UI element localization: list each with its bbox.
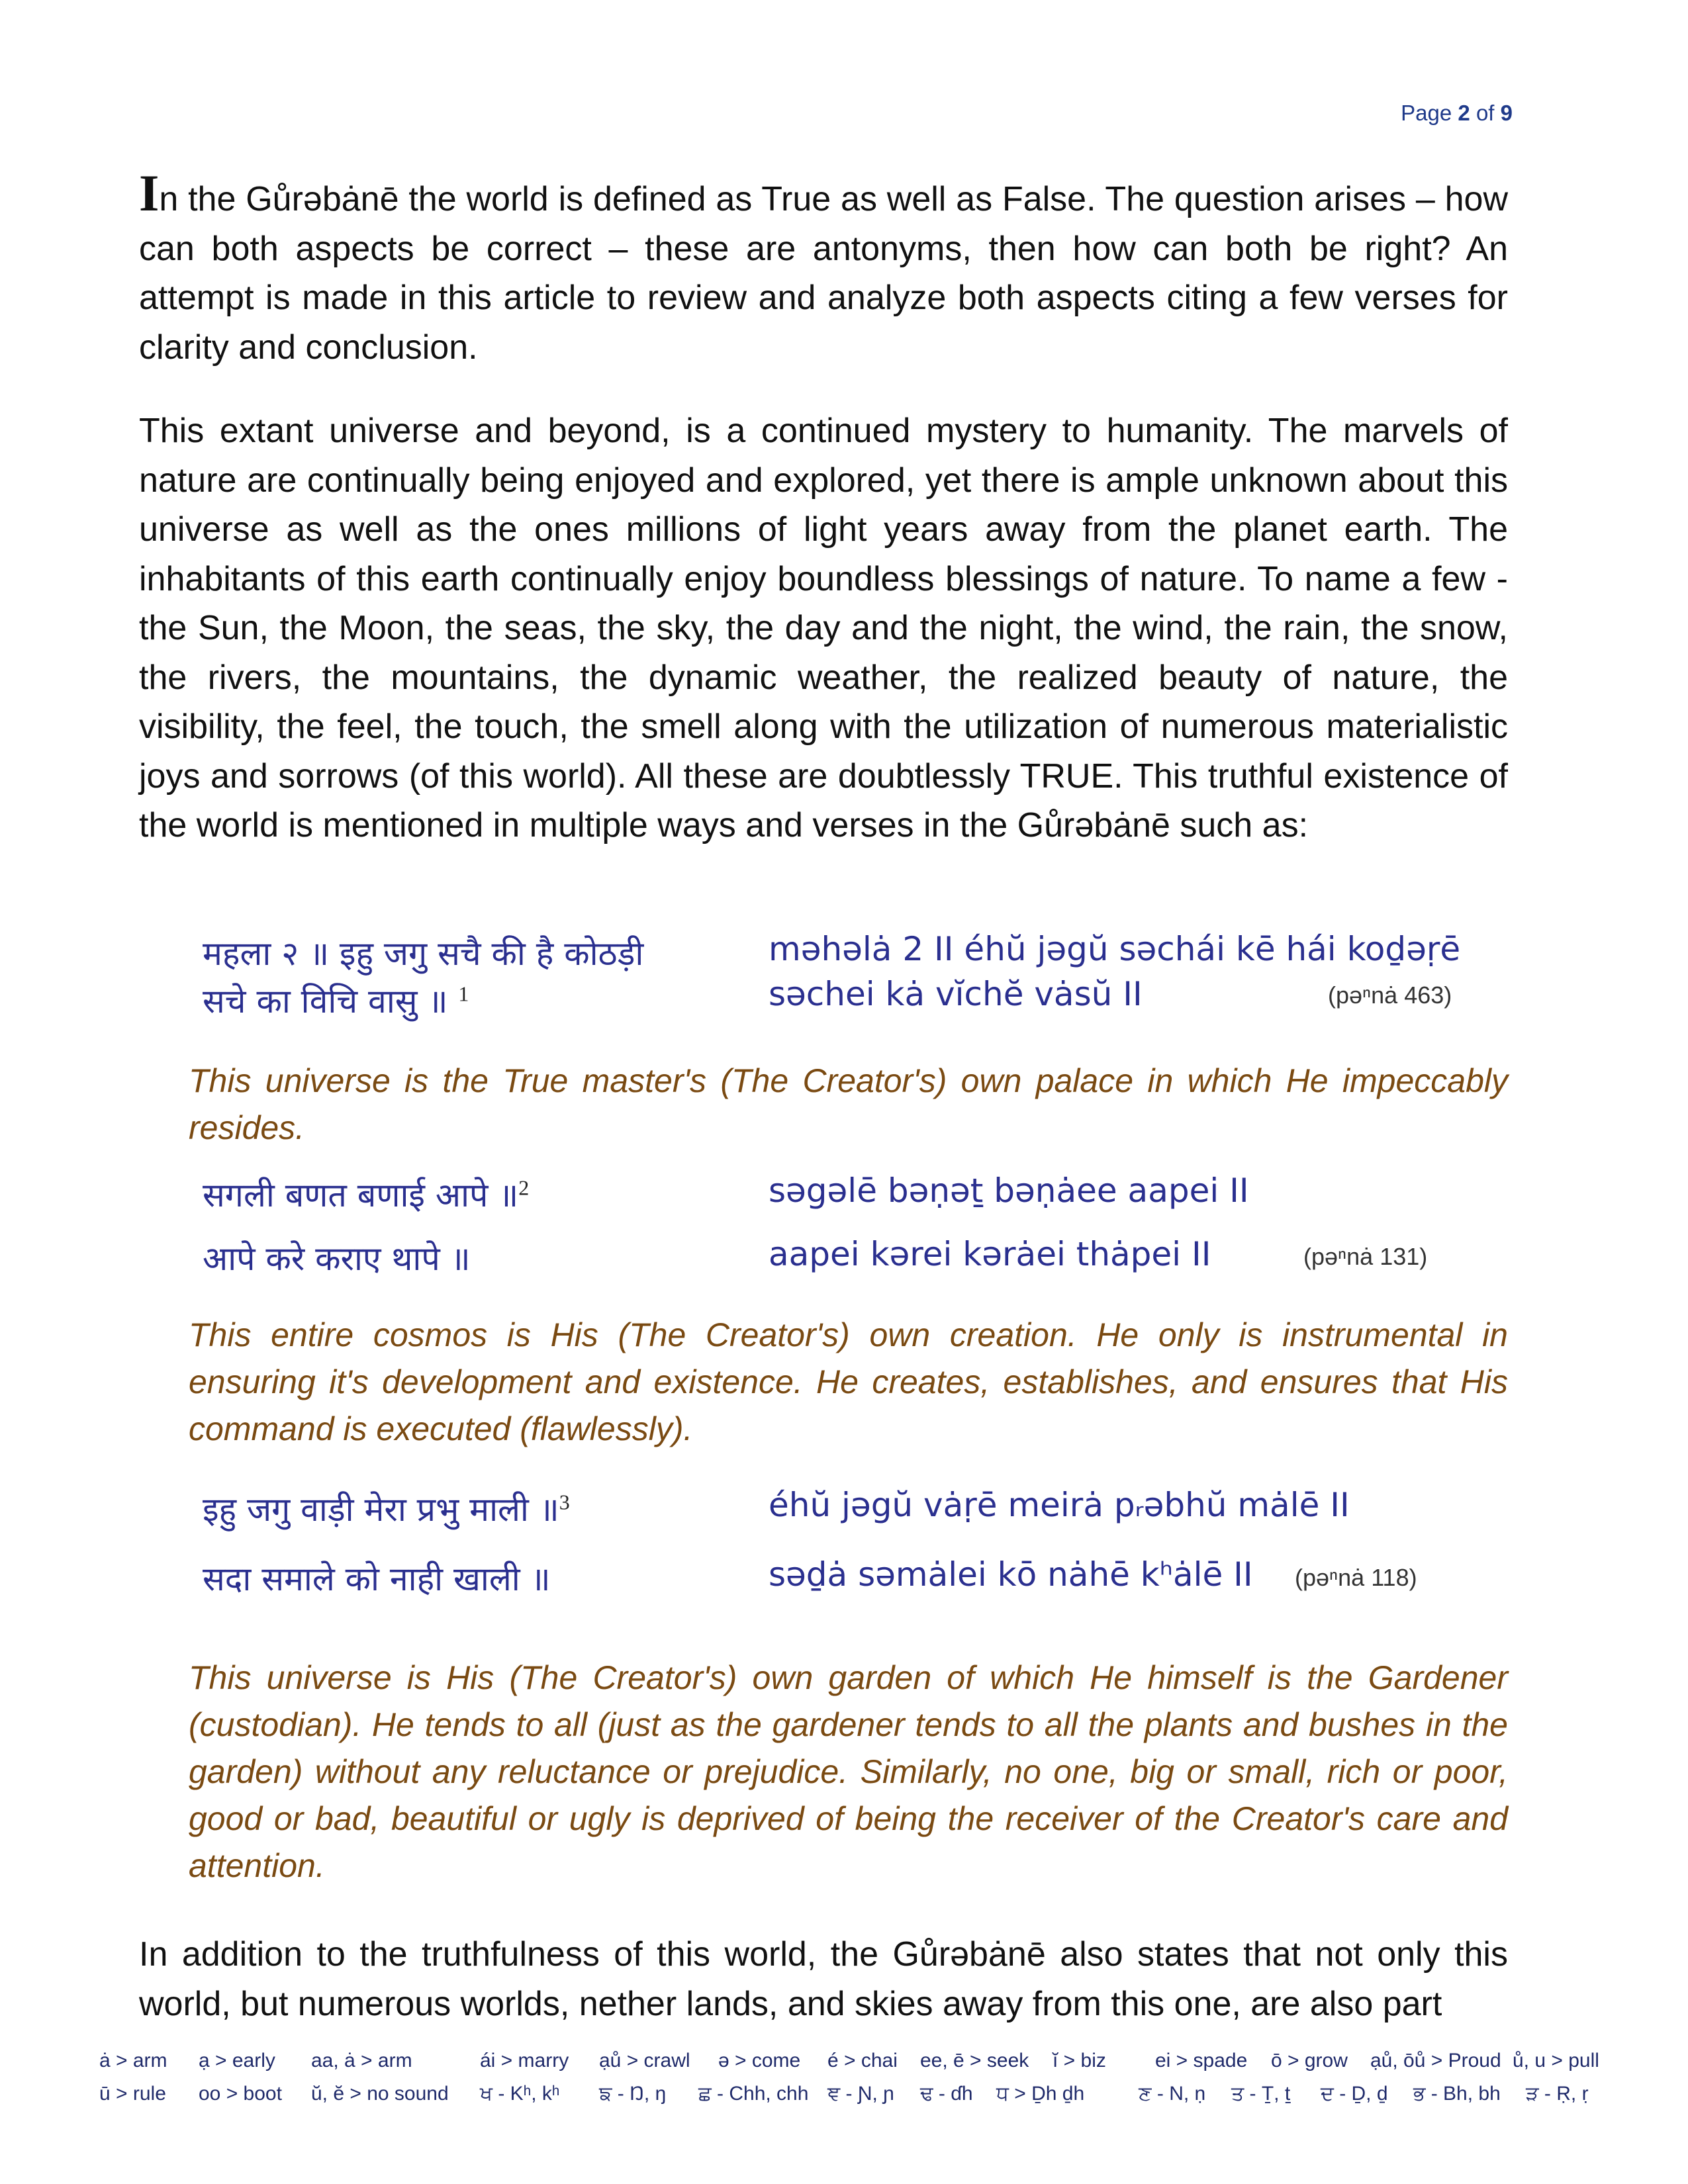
universe-paragraph: This extant universe and beyond, is a continued mystery to humanity. The marvels of nature are continually being enjoyed and explored, yet there is ample unknown about this universe as well as the ones millions of light years away from the planet earth. The inhabitants of this earth continually enjoy boundless blessings of nature. To name a few - the Sun, the Moon, the seas, the sky, the day and the night, the wind, the rain, the snow, the rivers, the mountains, the dynamic weather, the realized beauty of nature, the visibility, the feel, the touch, the smell along with the utilization of numerous materialistic joys and sorrows (of this world). All these are doubtlessly TRUE. This truthful existence of the world is mentioned in multiple ways and verses in the Gůrəbȧnē such as: bbox=[139, 412, 1508, 844]
verse-3-reference: (pəⁿnȧ 118) bbox=[1295, 1564, 1417, 1591]
verse-1-reference: (pəⁿnȧ 463) bbox=[1328, 981, 1452, 1009]
key-item: ạů, ōů > Proud bbox=[1370, 2050, 1501, 2071]
footnote-2: 2 bbox=[518, 1175, 530, 1200]
page-number bbox=[1401, 101, 1513, 126]
key-item: ạů > crawl bbox=[599, 2050, 690, 2071]
key-item: ū > rule bbox=[99, 2083, 166, 2105]
key-item: ਧ > Ḏh ḏh bbox=[996, 2083, 1085, 2105]
addition-paragraph: In addition to the truthfulness of this world, the Gůrəbȧnē also states that not only this world, but numerous worlds, nether lands, and skies away from this one, are also part bbox=[139, 1935, 1508, 2023]
verse-1-translit-line-2: səchei kȧ vĭchĕ vȧsŭ II bbox=[769, 975, 1143, 1013]
key-item: ŭ, ĕ > no sound bbox=[311, 2083, 449, 2105]
pronunciation-key-row-2 bbox=[99, 2083, 1609, 2116]
key-item: ਢ - ɗh bbox=[920, 2083, 973, 2105]
key-item: ਭ - Bh, bh bbox=[1413, 2083, 1501, 2105]
footnote-1: 1 bbox=[458, 981, 469, 1006]
verse-1-translation: This universe is the True master's (The Creator's) own palace in which He impeccably resides. bbox=[189, 1062, 1508, 1146]
key-item: ਣ - N, ṇ bbox=[1139, 2083, 1206, 2105]
key-item: ਙ - Ŋ, ŋ bbox=[599, 2083, 667, 2105]
verse-2-translation: This entire cosmos is His (The Creator's) own creation. He only is instrumental in ensuring it's development and existence. He creates, establishes, and ensures that His command is executed (flawlessly). bbox=[189, 1316, 1508, 1447]
key-item: ੜ - Ṛ, ṛ bbox=[1526, 2083, 1589, 2105]
key-item: oo > boot bbox=[199, 2083, 282, 2105]
verse-1-gurmukhi-line-1: महला २ ॥ इहु जगु सचै की है कोठड़ी bbox=[203, 934, 644, 973]
key-item: ə > come bbox=[718, 2050, 801, 2071]
key-item: ů, u > pull bbox=[1513, 2050, 1599, 2071]
verse-3-translation: This universe is His (The Creator's) own garden of which He himself is the Gardener (custodian). He tends to all (just as the gardener tends to all the plants and bushes in the garden) without any reluctance or prejudice. Similarly, no one, big or small, rich or poor, good or bad, beautiful or ugly is deprived of being the receiver of the Creator's care and attention. bbox=[189, 1659, 1508, 1884]
key-item: aa, ȧ > arm bbox=[311, 2050, 412, 2071]
page-label: Page bbox=[1401, 101, 1452, 125]
drop-cap: I bbox=[139, 164, 160, 222]
key-item: ái > marry bbox=[480, 2050, 569, 2071]
verse-3-translit-line-2: səḏȧ səmȧlei kō nȧhē kʰȧlē II bbox=[769, 1555, 1253, 1594]
verse-1-translit-line-1: məhəlȧ 2 II éhŭ jəgŭ səchái kē hái koḏəṛē bbox=[769, 930, 1461, 968]
key-item: ਖ - Kʰ, kʰ bbox=[480, 2083, 560, 2105]
pronunciation-key bbox=[99, 2050, 1609, 2116]
verse-3-gurmukhi-line-1 bbox=[203, 1486, 570, 1531]
verse-1-gurmukhi-text-2: सचे का विचि वासु ॥ bbox=[203, 982, 448, 1021]
page-total: 9 bbox=[1500, 101, 1513, 125]
footnote-3: 3 bbox=[559, 1490, 570, 1514]
key-item: ȧ > arm bbox=[99, 2050, 167, 2071]
key-item: ਤ - Ṯ, ṯ bbox=[1231, 2083, 1291, 2105]
page-of: of bbox=[1476, 101, 1495, 125]
key-item: ō > grow bbox=[1271, 2050, 1348, 2071]
verse-2-reference: (pəⁿnȧ 131) bbox=[1303, 1243, 1428, 1270]
verse-2-gurmukhi-text-1: सगली बणत बणाई आपे ॥ bbox=[203, 1176, 519, 1214]
key-item: ਛ - Chh, chh bbox=[698, 2083, 809, 2105]
verse-3-gurmukhi-text-1: इहु जगु वाड़ी मेरा प्रभु माली ॥ bbox=[203, 1490, 559, 1529]
verse-2-translit-line-1: səgəlē bəṇəṯ bəṇȧee aapei II bbox=[769, 1171, 1249, 1210]
key-item: ਦ - Ḏ, ḏ bbox=[1321, 2083, 1388, 2105]
key-item: ei > spade bbox=[1155, 2050, 1248, 2071]
verse-1-gurmukhi-line-2 bbox=[203, 978, 469, 1023]
key-item: ee, ē > seek bbox=[920, 2050, 1029, 2071]
verse-3-translit-line-1: éhŭ jəgŭ vȧṛē meirȧ pᵣəbhŭ mȧlē II bbox=[769, 1486, 1350, 1524]
key-item: ਞ - Ɲ, ɲ bbox=[827, 2083, 894, 2105]
pronunciation-key-row-1 bbox=[99, 2050, 1609, 2083]
verse-2-translit-line-2: aapei kərei kərȧei thȧpei II bbox=[769, 1235, 1211, 1273]
verse-2-gurmukhi-line-1 bbox=[203, 1171, 529, 1216]
verse-2-gurmukhi-line-2: आपे करे कराए थापे ॥ bbox=[203, 1240, 471, 1278]
key-item: é > chai bbox=[827, 2050, 898, 2071]
key-item: ĭ > biz bbox=[1053, 2050, 1106, 2071]
verse-3-gurmukhi-line-2: सदा समाले को नाही खाली ॥ bbox=[203, 1560, 551, 1598]
page-current: 2 bbox=[1458, 101, 1470, 125]
intro-text: n the Gůrəbȧnē the world is defined as True as well as False. The question arises – how can both aspects be correct – these are antonyms, then how can both be right? An attempt is made in this article to review and analyze both aspects citing a few verses for clarity and conclusion. bbox=[139, 180, 1508, 367]
key-item: ạ > early bbox=[199, 2050, 275, 2071]
intro-paragraph bbox=[139, 164, 1508, 372]
